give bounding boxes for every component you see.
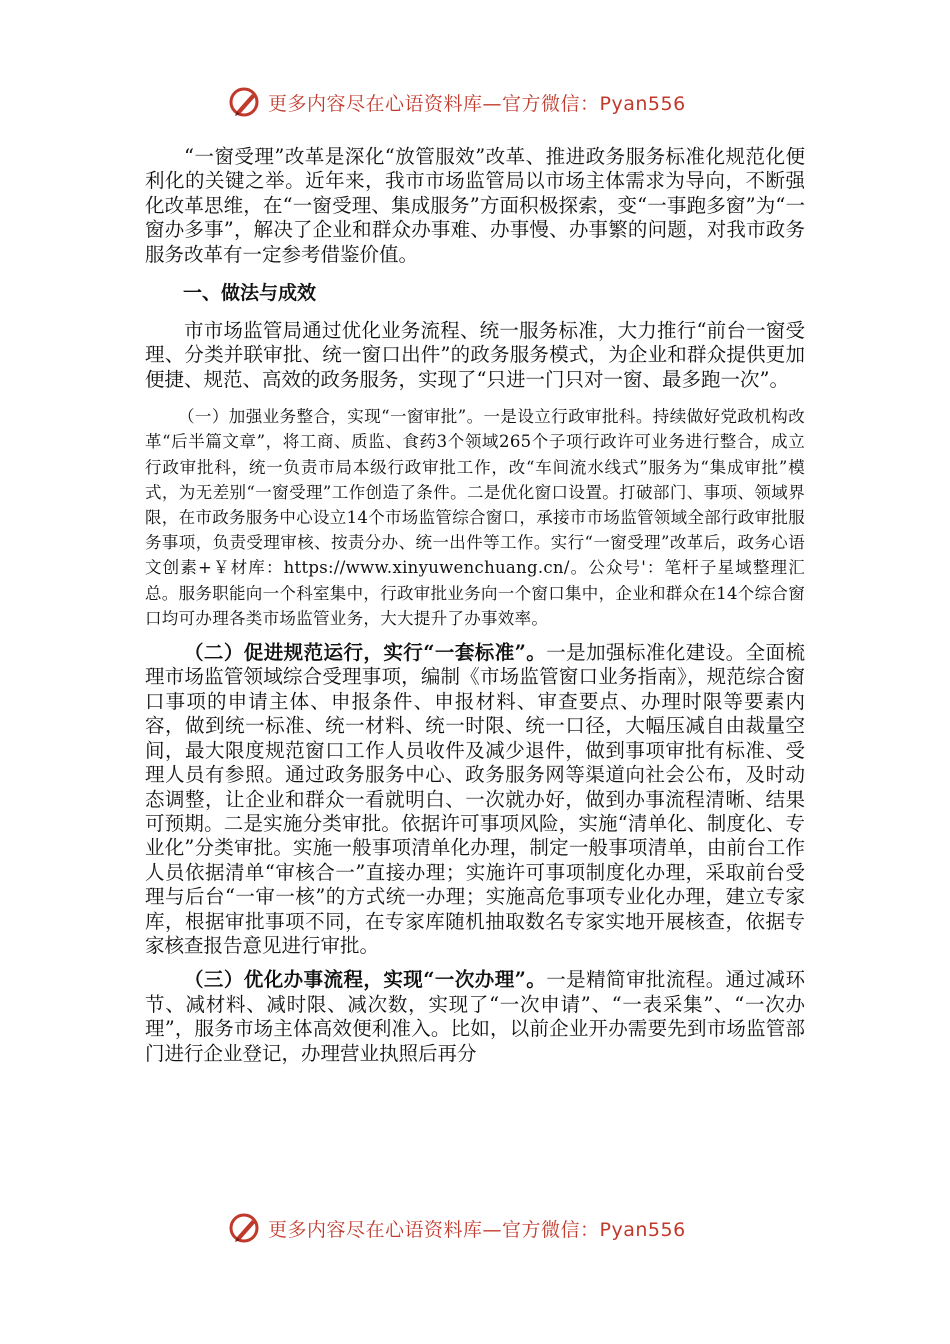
item-three-body: 一是精简审批流程。通过减环节、减材料、减时限、减次数，实现了“一次申请”、“一表采集”、“一次办理”，服务市场主体高效便利准入。比如，以前企业开办需要先到市场监管部门进行企业登记，办理营业执照后再分 xyxy=(145,968,805,1065)
intro-paragraph: “一窗受理”改革是深化“放管服效”改革、推进政务服务标准化规范化便利化的关键之举。近年来，我市市场监管局以市场主体需求为导向，不断强化改革思维，在“一窗受理、集成服务”方面积极探索，变“一事跑多窗”为“一窗办多事”，解决了企业和群众办事难、办事慢、办事繁的问题，对我市政务服务改革有一定参考借鉴价值。 xyxy=(145,145,805,266)
pen-logo-icon xyxy=(228,85,262,119)
document-body xyxy=(145,145,805,1066)
footer-banner xyxy=(228,1208,728,1248)
item-three-paragraph xyxy=(145,968,805,1066)
item-two-body: 一是加强标准化建设。全面梳理市场监管领域综合受理事项，编制《市场监管窗口业务指南》，规范综合窗口事项的申请主体、申报条件、申报材料、审查要点、办理时限等要素内容，做到统一标准、统一材料、统一时限、统一口径，大幅压减自由裁量空间，最大限度规范窗口工作人员收件及减少退件，做到事项审批有标准、受理人员有参照。通过政务服务中心、政务服务网等渠道向社会公布，及时动态调整，让企业和群众一看就明白、一次就办好，做到办事流程清晰、结果可预期。二是实施分类审批。依据许可事项风险，实施“清单化、制度化、专业化”分类审批。实施一般事项清单化办理，制定一般事项清单，由前台工作人员依据清单“审核合一”直接办理；实施许可事项制度化办理，采取前台受理与后台“一审一核”的方式统一办理；实施高危事项专业化办理，建立专家库，根据审批事项不同，在专家库随机抽取数名专家实地开展核查，依据专家核查报告意见进行审批。 xyxy=(145,641,805,957)
banner-text: 更多内容尽在心语资料库—官方微信：Pyan556 xyxy=(268,92,686,115)
pen-logo-icon xyxy=(228,1211,262,1245)
section-heading: 一、做法与成效 xyxy=(183,282,317,305)
item-one-paragraph: （一）加强业务整合，实现“一窗审批”。一是设立行政审批科。持续做好党政机构改革“后半篇文章”，将工商、质监、食药3个领域265个子项行政许可业务进行整合，成立行政审批科，统一负责市局本级行政审批工作，改“车间流水线式”服务为“集成审批”模式，为无差别“一窗受理”工作创造了条件。二是优化窗口设置。打破部门、事项、领域界限，在市政务服务中心设立14个市场监管综合窗口，承接市市场监管领域全部行政审批服务事项，负责受理审核、按责分办、统一出件等工作。实行“一窗受理”改革后，政务心语文创素+￥材库：https://www.xinyuwenchuang.cn/。公众号'：笔杆子星域整理汇总。服务职能向一个科室集中，行政审批业务向一个窗口集中，企业和群众在14个综合窗口均可办理各类市场监管业务，大大提升了办事效率。 xyxy=(145,407,805,628)
section-paragraph: 市市场监管局通过优化业务流程、统一服务标准，大力推行“前台一窗受理、分类并联审批、统一窗口出件”的政务服务模式，为企业和群众提供更加便捷、规范、高效的政务服务，实现了“只进一门只对一窗、最多跑一次”。 xyxy=(145,319,805,391)
header-banner xyxy=(228,82,728,122)
item-three-lead: （三）优化办事流程，实现“一次办理”。 xyxy=(184,968,547,992)
banner-text: 更多内容尽在心语资料库—官方微信：Pyan556 xyxy=(268,1218,686,1241)
item-two-lead: （二）促进规范运行，实行“一套标准”。 xyxy=(184,641,547,665)
item-two-paragraph xyxy=(145,641,805,958)
